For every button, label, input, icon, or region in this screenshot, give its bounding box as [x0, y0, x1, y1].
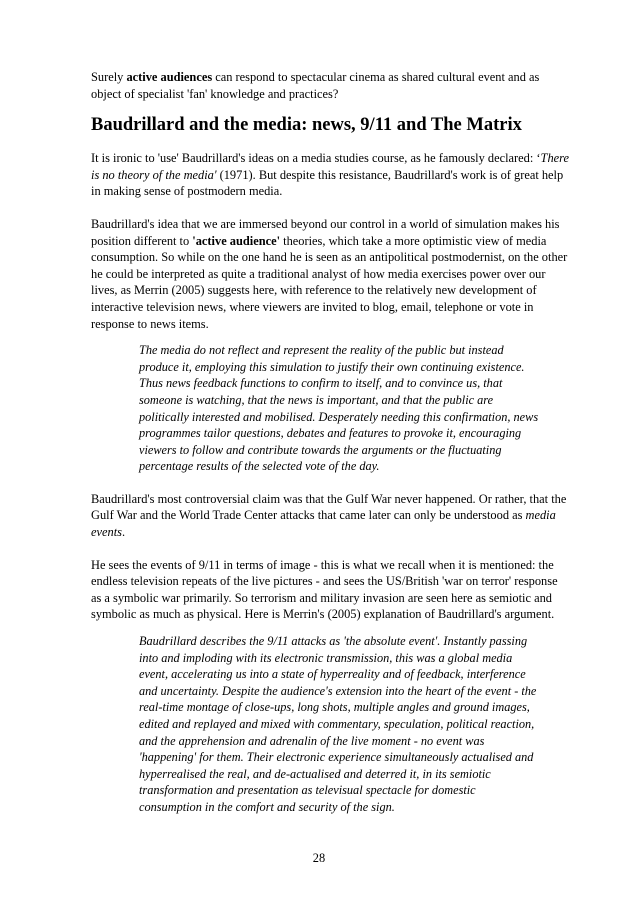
- paragraph-gulf-war: [91, 491, 569, 541]
- document-page: [91, 69, 569, 816]
- bold-term: 'active audience': [192, 233, 281, 248]
- text-run: can respond to spectacular cinema as shared cultural event and as object of specialist 'fan' knowledge and practices?: [91, 70, 540, 101]
- text-run: (1971). But despite this resistance, Baudrillard's work is of great help in making sense of postmodern media.: [91, 167, 564, 199]
- block-quote-merrin-news: The media do not reflect and represent the reality of the public but instead produce it, employing this simulation to justify their own continuing existence. Thus news feedback functions to confirm to itself, and to convince us, that someone is watching, that the news is important, and that the public are politically interested and mobilised. Desperately needing this confirmation, news programmes tailor questions, debates and features to provoke it, encouraging viewers to follow and contribute towards the arguments or the fluctuating percentage results of the selected vote of the day.: [139, 343, 539, 474]
- paragraph-active-audiences: [91, 69, 569, 102]
- text-run: It is ironic to 'use' Baudrillard's ideas on a media studies course, as he famously declared: ‘: [91, 151, 541, 166]
- block-quote-merrin-911: Baudrillard describes the 9/11 attacks as 'the absolute event'. Instantly passing into and imploding with its electronic transmission, this was a global media event, accelerating us into a state of hyperreality and of feedback, interference and uncertainty. Despite the audience's extension into the heart of the event - the real-time montage of close-ups, long shots, multiple angles and ground images, edited and replayed and mixed with commentary, speculation, political reaction, and the apprehension and adrenalin of the live moment - no event was 'happening' for them. Their electronic experience simultaneously actualised and hyperrealised the real, and de-actualised and deterred it, in its semiotic transformation and presentation as televisual spectacle for domestic consumption in the comfort and security of the sign.: [139, 634, 537, 814]
- paragraph-9-11: He sees the events of 9/11 in terms of image - this is what we recall when it is mentioned: the endless television repeats of the live pictures - and sees the US/British 'war on terror' response as a symbolic war primarily. So terrorism and military invasion are seen here as semiotic and symbolic as much as physical. Here is Merrin's (2005) explanation of Baudrillard's argument.: [91, 557, 558, 622]
- paragraph-ironic: [91, 150, 569, 200]
- italic-term: media events: [91, 508, 556, 540]
- text-run: Baudrillard's most controversial claim was that the Gulf War never happened. Or rather, that the Gulf War and the World Trade Center attacks that came later can only be understood as: [91, 491, 567, 523]
- page-number: 28: [312, 851, 326, 865]
- text-run: Baudrillard's idea that we are immersed beyond our control in a world of simulation makes his position different to: [91, 216, 560, 248]
- text-run: theories, which take a more optimistic view of media consumption. So while on the one hand he is seen as an antipolitical postmodernist, on the other he could be interpreted as quite a traditional analyst of how media exercises power over our lives, as Merrin (2005) suggests here, with reference to the relatively new development of interactive television news, where viewers are invited to blog, email, telephone or vote in response to news items.: [91, 233, 568, 331]
- italic-quote-title: There is no theory of the media': [91, 151, 569, 182]
- bold-term: active audiences: [126, 70, 213, 84]
- section-heading: Baudrillard and the media: news, 9/11 and The Matrix: [91, 115, 522, 136]
- text-run: .: [121, 525, 126, 540]
- text-run: Surely: [91, 70, 127, 84]
- paragraph-simulation: [91, 216, 569, 332]
